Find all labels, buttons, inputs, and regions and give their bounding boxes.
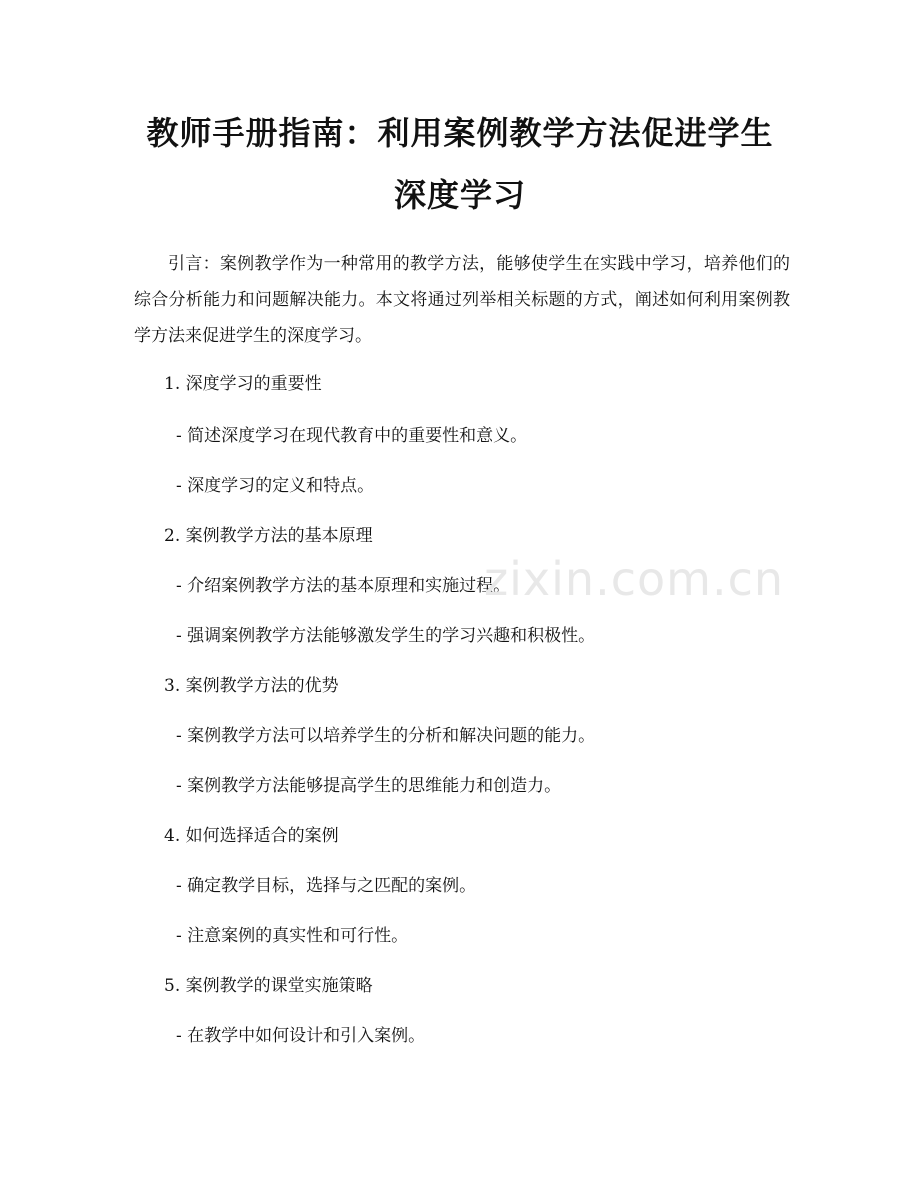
section-1-bullet-2: - 深度学习的定义和特点。 xyxy=(176,476,375,496)
section-heading-3: 3. 案例教学方法的优势 xyxy=(164,676,339,696)
intro-paragraph: 引言：案例教学作为一种常用的教学方法，能够使学生在实践中学习，培养他们的综合分析能力和问题解决能力。本文将通过列举相关标题的方式，阐述如何利用案例教学方法来促进学生的深度学习。 xyxy=(134,254,790,346)
section-1-bullet-1: - 简述深度学习在现代教育中的重要性和意义。 xyxy=(176,426,528,446)
section-heading-2: 2. 案例教学方法的基本原理 xyxy=(164,526,373,546)
section-heading-5: 5. 案例教学的课堂实施策略 xyxy=(164,976,373,996)
document-title-line-1: 教师手册指南：利用案例教学方法促进学生 xyxy=(146,114,774,152)
section-4-bullet-1: - 确定教学目标，选择与之匹配的案例。 xyxy=(176,876,477,896)
document-title-line-2: 深度学习 xyxy=(393,176,526,214)
section-3-bullet-2: - 案例教学方法能够提高学生的思维能力和创造力。 xyxy=(176,776,562,796)
section-4-bullet-2: - 注意案例的真实性和可行性。 xyxy=(176,926,409,946)
section-5-bullet-1: - 在教学中如何设计和引入案例。 xyxy=(176,1026,426,1046)
section-3-bullet-1: - 案例教学方法可以培养学生的分析和解决问题的能力。 xyxy=(176,726,596,746)
section-heading-4: 4. 如何选择适合的案例 xyxy=(164,826,339,846)
section-heading-1: 1. 深度学习的重要性 xyxy=(164,374,322,394)
section-2-bullet-1: - 介绍案例教学方法的基本原理和实施过程。 xyxy=(176,576,511,596)
section-2-bullet-2: - 强调案例教学方法能够激发学生的学习兴趣和积极性。 xyxy=(176,626,596,646)
watermark-text: zixin.com.cn xyxy=(484,552,785,606)
